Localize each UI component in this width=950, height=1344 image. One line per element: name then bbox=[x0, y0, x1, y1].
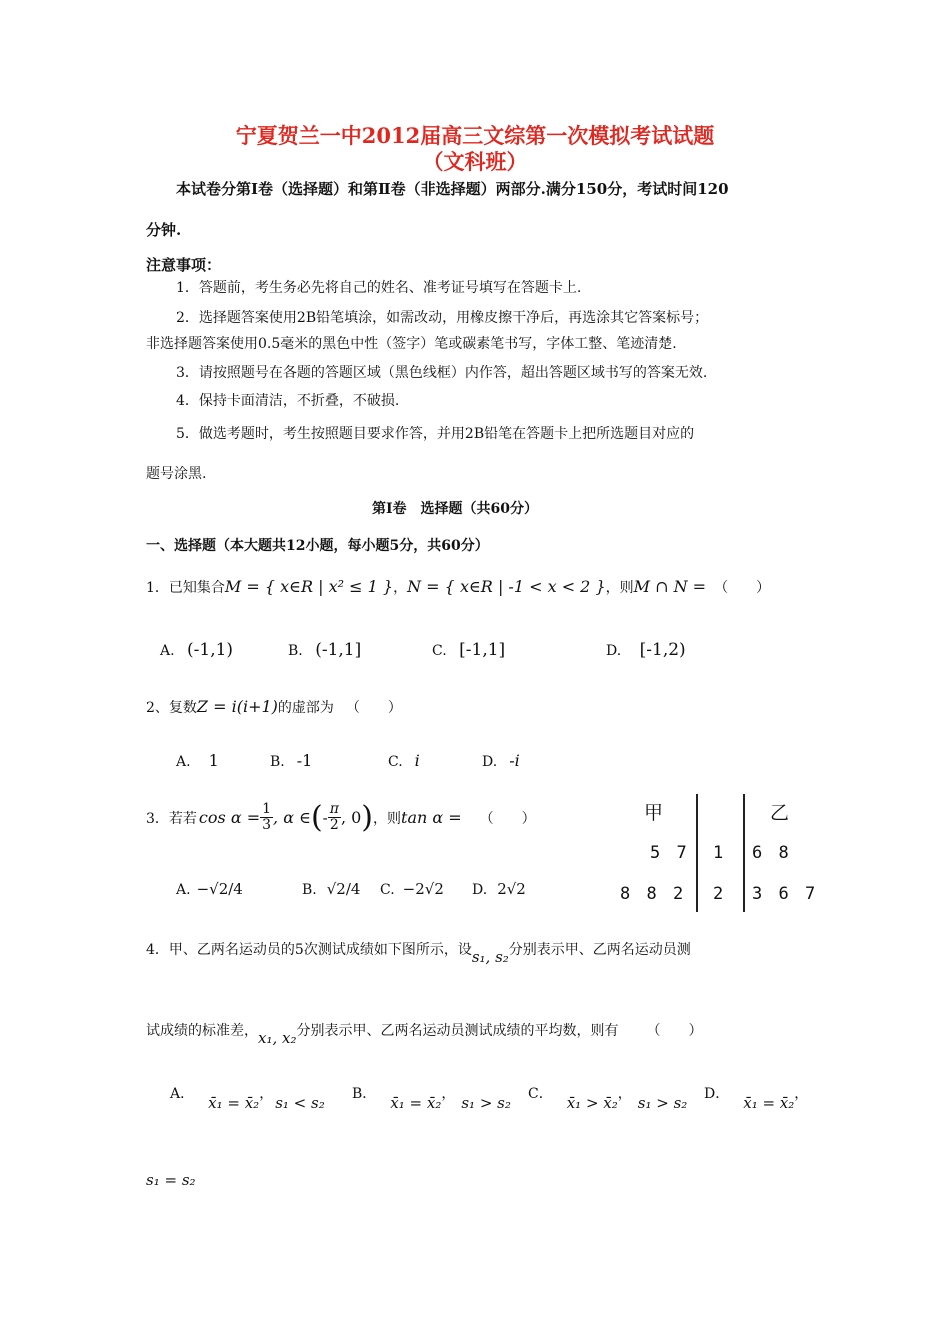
intro-line-1: 本试卷分第Ⅰ卷（选择题）和第Ⅱ卷（非选择题）两部分.满分150分，考试时间120 bbox=[176, 180, 729, 198]
q2-option-d-value: -i bbox=[509, 751, 520, 770]
q2-suffix: 的虚部为 bbox=[277, 700, 334, 716]
note-item-4: 4．保持卡面清洁，不折叠，不破损. bbox=[176, 393, 400, 409]
question-2 bbox=[146, 697, 402, 717]
q3-option-c bbox=[380, 880, 444, 898]
q3-option-a-value: −√2/4 bbox=[196, 880, 243, 898]
q4-option-a-mean: x̄₁ = x̄₂ bbox=[208, 1094, 260, 1112]
q2-answer-blank: （ ） bbox=[345, 700, 402, 716]
q1-prefix: 1．已知集合 bbox=[146, 580, 225, 596]
q3-option-d bbox=[472, 880, 526, 898]
q1-option-a-value: (-1,1) bbox=[187, 640, 234, 660]
q2-expression: Z = i(i+1) bbox=[196, 697, 278, 716]
exam-title: 宁夏贺兰一中2012届高三文综第一次模拟考试试题 bbox=[235, 123, 715, 148]
q4-option-c-label: C． bbox=[528, 1086, 553, 1102]
q2-option-d bbox=[482, 751, 520, 770]
q1-comma: ， bbox=[393, 580, 408, 596]
q1-option-c bbox=[432, 640, 505, 660]
q3-fraction-den: 3 bbox=[262, 817, 272, 833]
note-item-1: 1．答题前，考生务必先将自己的姓名、准考证号填写在答题卡上. bbox=[176, 280, 582, 296]
q3-option-b-label: B. bbox=[302, 882, 317, 898]
q4-option-b: B． x̄₁ = x̄₂， s₁ > s₂ bbox=[352, 1086, 511, 1112]
q1-option-d-value: [-1,2) bbox=[639, 640, 686, 660]
stem-leaf-divider-left bbox=[696, 794, 698, 912]
stem-leaf-left-header: 甲 bbox=[644, 802, 664, 824]
q1-answer-blank: （ ） bbox=[714, 580, 771, 596]
q1-option-c-value: [-1,1] bbox=[459, 640, 506, 660]
q3-interval-fraction bbox=[328, 802, 341, 832]
q3-answer-blank: （ ） bbox=[479, 810, 536, 827]
q1-then: ，则 bbox=[605, 580, 634, 596]
stem-leaf-row1-left: 5 7 bbox=[650, 843, 687, 863]
q3-option-b-value: √2/4 bbox=[326, 880, 361, 898]
q3-option-b bbox=[302, 880, 360, 898]
q2-option-a bbox=[176, 751, 219, 770]
stem-leaf-row1-stem: 1 bbox=[713, 843, 724, 863]
q4-x-vars: x₁, x₂ bbox=[258, 1029, 297, 1047]
q4-line2: 试成绩的标准差， bbox=[146, 1023, 258, 1039]
question-1 bbox=[146, 577, 770, 597]
q4-s-vars: s₁, s₂ bbox=[471, 948, 509, 966]
q4-option-b-sd: s₁ > s₂ bbox=[461, 1094, 511, 1112]
notes-heading: 注意事项： bbox=[146, 256, 222, 274]
q3-then: ，则 bbox=[373, 810, 402, 827]
q1-option-d bbox=[606, 640, 686, 660]
q1-set-m: M = { x∈R | x² ≤ 1 } bbox=[224, 577, 394, 596]
section-heading: 一、选择题（本大题共12小题，每小题5分，共60分） bbox=[146, 538, 489, 554]
q3-option-c-label: C. bbox=[380, 882, 395, 898]
stem-leaf-row1-right: 6 8 bbox=[752, 843, 789, 863]
q3-option-c-value: −2√2 bbox=[402, 880, 444, 898]
note-item-3: 3．请按照题号在各题的答题区域（黑色线框）内作答，超出答题区域书写的答案无效. bbox=[176, 365, 708, 381]
q4-option-d-label: D． bbox=[704, 1086, 730, 1102]
q1-set-n: N = { x∈R | -1 < x < 2 } bbox=[407, 577, 606, 596]
q1-option-a bbox=[160, 640, 233, 660]
question-3: 3．若若 cos α = $\frac{1}{3}$ , α ∈ ( - $\frac{\pi}{2}$ , 0 ) ，则 tan α = （ ） bbox=[146, 800, 536, 835]
q3-right-paren: ) bbox=[361, 800, 374, 835]
q4-option-a-label: A． bbox=[170, 1086, 195, 1102]
q2-option-d-label: D. bbox=[482, 754, 498, 770]
q4-option-b-mean: x̄₁ = x̄₂ bbox=[390, 1094, 442, 1112]
q4-option-b-label: B． bbox=[352, 1086, 377, 1102]
q3-option-a bbox=[176, 880, 243, 898]
exam-subtitle: （文科班） bbox=[422, 149, 528, 174]
q4-line2-tail: 分别表示甲、乙两名运动员测试成绩的平均数，则有 bbox=[296, 1023, 619, 1039]
q4-option-d-sd: s₁ = s₂ bbox=[146, 1171, 196, 1189]
q4-answer-blank: （ ） bbox=[646, 1023, 703, 1039]
q1-option-b bbox=[288, 640, 361, 660]
q3-option-d-label: D. bbox=[472, 882, 488, 898]
q3-fraction bbox=[260, 802, 273, 832]
q2-option-a-value: 1 bbox=[208, 751, 219, 770]
note-item-5b: 题号涂黑. bbox=[146, 466, 207, 482]
q4-option-d-continuation bbox=[146, 1170, 196, 1189]
q3-option-a-label: A. bbox=[176, 882, 191, 898]
q4-line1-tail: 分别表示甲、乙两名运动员测 bbox=[508, 942, 691, 958]
q3-interval-tail: , 0 bbox=[340, 808, 362, 827]
q3-alpha-in: , α ∈ bbox=[273, 808, 311, 827]
q2-option-c-label: C. bbox=[388, 754, 403, 770]
q4-option-c-mean: x̄₁ > x̄₂ bbox=[566, 1094, 618, 1112]
q4-option-d: D． x̄₁ = x̄₂， bbox=[704, 1086, 809, 1112]
q4-option-c: C． x̄₁ > x̄₂， s₁ > s₂ bbox=[528, 1086, 688, 1112]
q2-option-c bbox=[388, 751, 420, 770]
q1-option-c-label: C. bbox=[432, 643, 447, 659]
q3-fraction-num: 1 bbox=[262, 801, 272, 818]
q2-option-b-value: -1 bbox=[296, 751, 313, 770]
q4-option-c-sd: s₁ > s₂ bbox=[637, 1094, 688, 1112]
stem-leaf-row2-left: 8 8 2 bbox=[620, 884, 684, 904]
q2-prefix: 2、复数 bbox=[146, 700, 197, 716]
stem-leaf-row2-right: 3 6 7 bbox=[752, 884, 816, 904]
question-4-line-1 bbox=[146, 939, 691, 966]
q2-option-c-value: i bbox=[414, 751, 420, 770]
q2-option-b-label: B. bbox=[270, 754, 285, 770]
q4-line1: 4．甲、乙两名运动员的5次测试成绩如下图所示，设 bbox=[146, 942, 472, 958]
q4-option-a: A． x̄₁ = x̄₂， s₁ < s₂ bbox=[170, 1086, 325, 1112]
question-4-line-2 bbox=[146, 1020, 703, 1047]
q2-option-b bbox=[270, 751, 312, 770]
stem-leaf-divider-right bbox=[743, 794, 745, 912]
stem-leaf-right-header: 乙 bbox=[770, 802, 790, 824]
q3-interval-num: π bbox=[329, 801, 339, 818]
q1-option-d-label: D. bbox=[606, 643, 622, 659]
stem-leaf-row2-stem: 2 bbox=[713, 884, 724, 904]
q3-left-paren: ( bbox=[310, 800, 323, 835]
q3-tan: tan α = bbox=[401, 808, 462, 827]
q2-option-a-label: A. bbox=[176, 754, 191, 770]
note-item-5a: 5．做选考题时，考生按照题目要求作答，并用2B铅笔在答题卡上把所选题目对应的 bbox=[176, 426, 695, 442]
q4-option-d-mean: x̄₁ = x̄₂ bbox=[743, 1094, 795, 1112]
q3-interval-den: 2 bbox=[329, 817, 339, 833]
q3-prefix: 3．若若 bbox=[146, 810, 197, 827]
q1-option-b-value: (-1,1] bbox=[315, 640, 362, 660]
q1-option-b-label: B. bbox=[288, 643, 303, 659]
intro-line-2: 分钟. bbox=[146, 221, 182, 239]
note-item-2b: 非选择题答案使用0.5毫米的黑色中性（签字）笔或碳素笔书写，字体工整、笔迹清楚. bbox=[146, 336, 677, 352]
q3-option-d-value: 2√2 bbox=[497, 880, 526, 898]
note-item-2a: 2．选择题答案使用2B铅笔填涂，如需改动，用橡皮擦干净后，再选涂其它答案标号； bbox=[176, 310, 709, 326]
q1-option-a-label: A. bbox=[160, 643, 175, 659]
q3-cos: cos α = bbox=[198, 808, 261, 827]
part-title: 第Ⅰ卷 选择题（共60分） bbox=[372, 501, 539, 517]
q1-expression: M ∩ N = bbox=[633, 577, 707, 596]
q4-option-a-sd: s₁ < s₂ bbox=[275, 1094, 325, 1112]
